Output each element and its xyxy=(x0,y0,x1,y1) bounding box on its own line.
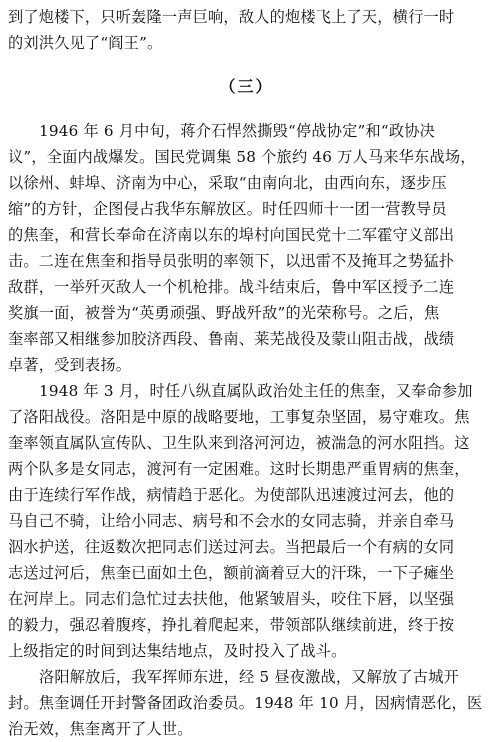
paragraph-line: 奖旗一面，被誉为“英勇顽强、野战歼敌”的光荣称号。之后，焦 xyxy=(8,304,440,322)
paragraph-line: 由于连续行军作战，病情趋于恶化。为使部队迅速渡过河去，他的 xyxy=(8,486,455,504)
paragraph-line: 上级指定的时间到达集结地点，及时投入了战斗。 xyxy=(8,642,347,660)
paragraph-line: 马自己不骑，让给小同志、病号和不会水的女同志骑，并亲自牵马 xyxy=(8,512,455,530)
paragraph-line: 在河岸上。同志们急忙过去扶他，他紧皱眉头，咬住下唇，以坚强 xyxy=(8,590,455,608)
paragraph-line: 志送过河后，焦奎已面如土色，额前滴着豆大的汗珠，一下子瘫坐 xyxy=(8,564,455,582)
paragraph-line: 奎率领直属队宣传队、卫生队来到洛河河边，被湍急的河水阻挡。这 xyxy=(8,434,470,452)
paragraph-2 xyxy=(8,378,485,664)
paragraph-line: 1946 年 6 月中旬，蒋介石悍然撕毁“停战协定”和“政协决 xyxy=(39,122,436,140)
paragraph-line: 了洛阳战役。洛阳是中原的战略要地，工事复杂坚固，易守难攻。焦 xyxy=(8,408,470,426)
intro-block xyxy=(8,4,485,56)
paragraph-1 xyxy=(8,118,485,378)
paragraph-line: 封。焦奎调任开封警备团政治委员。1948 年 10 月，因病情恶化，医 xyxy=(8,694,483,712)
paragraph-line: 1948 年 3 月，时任八纵直属队政治处主任的焦奎，又奉命参加 xyxy=(39,382,473,400)
paragraph-line: 击。二连在焦奎和指导员张明的率领下，以迅雷不及掩耳之势猛扑 xyxy=(8,252,455,270)
paragraph-line: 议”，全面内战爆发。国民党调集 58 个旅约 46 万人马来华东战场， xyxy=(8,148,476,166)
paragraph-3 xyxy=(8,664,485,742)
paragraph-line: 泅水护送，往返数次把同志们送过河去。当把最后一个有病的女同 xyxy=(8,538,455,556)
intro-line: 到了炮楼下，只听轰隆一声巨响，敌人的炮楼飞上了天，横行一时 xyxy=(8,8,455,26)
paragraph-line: 的毅力，强忍着腹疼，挣扎着爬起来，带领部队继续前进，终于按 xyxy=(8,616,455,634)
paragraph-line: 缩”的方针，企图侵占我华东解放区。时任四师十一团一营教导员 xyxy=(8,200,447,218)
paragraph-line: 两个队多是女同志，渡河有一定困难。这时长期患严重胃病的焦奎， xyxy=(8,460,470,478)
paragraph-line: 洛阳解放后，我军挥师东进，经 5 昼夜激战，又解放了古城开 xyxy=(39,668,459,686)
paragraph-line: 敌群，一举歼灭敌人一个机枪排。战斗结束后，鲁中军区授予二连 xyxy=(8,278,455,296)
paragraph-line: 的焦奎，和营长奉命在济南以东的埠村向国民党十二军霍守义部出 xyxy=(8,226,455,244)
paragraph-line: 以徐州、蚌埠、济南为中心，采取“由南向北，由西向东，逐步压 xyxy=(8,174,447,192)
paragraph-line: 治无效，焦奎离开了人世。 xyxy=(8,720,193,738)
paragraph-line: 奎率部又相继参加胶济西段、鲁南、莱芜战役及蒙山阻击战，战绩 xyxy=(8,330,455,348)
paragraph-line: 卓著，受到表扬。 xyxy=(8,356,132,374)
intro-line: 的刘洪久见了“阎王”。 xyxy=(8,34,163,52)
section-heading: （三） xyxy=(219,77,274,96)
